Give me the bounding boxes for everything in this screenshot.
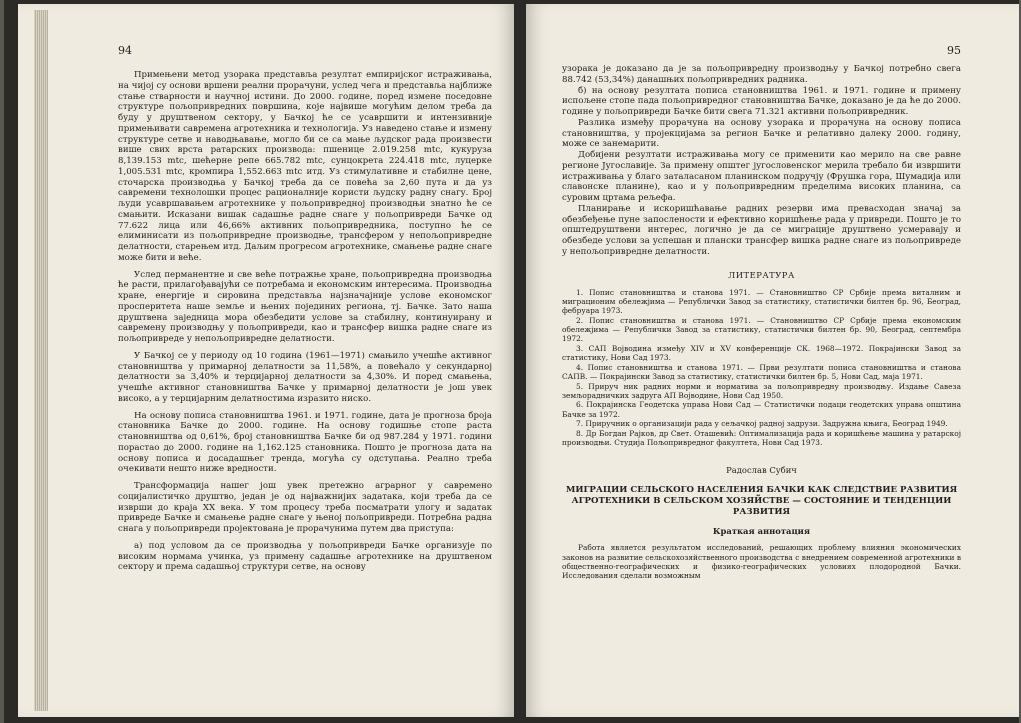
reference-list [562, 288, 961, 448]
reference-item: 3. САП Војводина између XIV и XV конференције СК. 1968—1972. Покрајински Завод за статистику, Нови Сад 1973. [562, 343, 961, 362]
literature-heading: ЛИТЕРАТУРА [728, 269, 795, 280]
paragraph: а) под условом да се производња у пољопривреди Бачке организује по високим нормама учинка, уз примену садашње агротехнике на друштвеном сектору и према садашњој структури сетве, на основу [118, 540, 492, 573]
paragraph: Добијени резултати истраживања могу се применити као мерило на све равне регионе Југославије. За примену општег југословенског мерила требало би извршити истраживања у благо заталасаном планинском подручју (Фрушка гора, Шумадија или славонске планине), као и у пољопривредним пределима високих планина, са суровим цртама рељефа. [562, 150, 961, 203]
paragraph: Планирање и искоришћавање радних резерви има превасходан значај за обезбеђење пуне запослености и ефективно коришћење рада у привреди. Пошто је то општедруштвени интерес, логично је да се миграције друштвено усмеравају и обезбеде услови за успешан и плански трансфер вишка радне снаге из пољопривреде у непољопривредне делатности. [562, 203, 961, 257]
page-edges [34, 10, 48, 711]
scanned-book-spread [4, 0, 1019, 723]
paragraph: У Бачкој се у периоду од 10 година (1961—1971) смањило учешће активног становништва у примарној делатности за 11,58%, а повећало у секундарној делатности за 3,40% и терцијарној делатности за 4,30%. И поред смањења, учешће активног становништва Бачке у примарној делатности је још увек високо, а у терцијарним делатностима изразито ниско. [118, 350, 492, 404]
reference-item: 8. Др Богдан Рајков, др Свет. Оташевић: Оптимализација рада и коришћење машина у ратарској производњи. Студија Пољопривредног факултета, Нови Сад 1973. [562, 429, 961, 448]
paragraph: Трансформација нашег још увек претежно аграрног у савремено социјалистичко друштво, један је од најважнијих задатака, који треба да се изврши до краја XX века. У том процесу треба посматрати улогу и задатак привреде Бачке и смањење радне снаге у њеној пољопривреди. Потребна радна снага у пољопривреди пројектована је прорачунима путем два приступа: [118, 481, 492, 534]
right-page-body [562, 64, 961, 258]
left-page-body [118, 70, 492, 573]
reference-item: 5. Прируч ник радних норми и норматива за пољопривредну производњу. Издање Савеза земљорадничких задруга АП Војводине, Нови Сад 1950. [562, 381, 961, 400]
paragraph: Примењени метод узорака представља резултат емпиријског истраживања, на чијој су основи вршени реални прорачуни, услед чега и представља најближе стање стварности и научној истини. До 2000. године, поред измене поседовне структуре пољопривредних површина, које највише могућим делом треба да буду у друштвеном сектору, у Бачкој ће се усавршити и интензивније примењивати савремена агротехника и технологија. Уз наведено стање и измену структуре сетве и наводњавање, могло би се са мање људског рада произвести више свих врста ратарских производа: пшенице 2.019.258 mtc, кукуруза 8,139.153 mtc, шећерне репе 665.782 mtc, сунцокрета 224.418 mtc, луцерке 1,005.531 mtc, кромпира 1,552.663 mtc итд. Уз стимулативне и стабилне цене, сточарска производња у Бачкој треба да се повећа за 2,60 пута и да уз савремени технолошки процес рационалније користи људску радну снагу. Број људи усавршавањем агротехнике у пољопривредној производњи знатно ће се смањити. Исказани вишак садашње радне снаге у пољопривреди Бачке од 77.622 лица или 46,66% активних пољопривредника, поступно ће се елиминисати из пољопривредне производње, трансфером у непољопривредне делатности, старењем итд. Даљим прогресом агротехнике, смањење радне снаге може бити и веће. [118, 70, 492, 263]
paragraph-continued: узорака је доказано да је за пољопривредну производњу у Бачкој потребно свега 88.742 (53,34%) данашњих пољопривредних радника. [562, 64, 961, 85]
reference-item: 6. Покрајинска Геодетска управа Нови Сад — Статистички подаци геодетских управа општина Бачке за 1972. [562, 400, 961, 419]
page-number-left: 94 [118, 44, 132, 57]
page-number-right: 95 [947, 44, 961, 57]
paragraph: На основу пописа становништва 1961. и 1971. године, дата је прогноза броја становника Бачке до 2000. године. На основу годишње стопе раста становништва од 0,61%, број становништва Бачке би од 987.284 у 1971. години порастао до 2000. године на 1,162.125 становника. Пошто је прогноза дата на основу пописа и досадашњег тренда, могућа су одступања. Реално треба очекивати нешто ниже вредности. [118, 410, 492, 475]
paragraph: Услед перманентне и све веће потражње хране, пољопривредна производња ће расти, прилагођавајући се потребама и економским интересима. Производња хране, енергије и сировина представља најзначајније услове економског просперитета наше земље и њених појединих региона, тј. Бачке. Зато наша друштвена заједница мора обезбедити услове за стабилну, континуирану и савремену производњу у пољопривреди, као и трансфер вишка радне снаге из пољопривреде у непољопривредне делатности. [118, 269, 492, 344]
reference-item: 7. Приручник о организацији рада у сељачкој радној задрузи. Задружна књига, Београд 1949. [576, 419, 948, 429]
reference-item: 2. Попис становништва и станова 1971. — Становништво СР Србије према економским обележјима — Републички Завод за статистику, статистички билтен бр. 90, Београд, септембра 1972. [562, 315, 961, 344]
abstract-heading: Краткая аннотация [712, 526, 811, 537]
reference-item: 1. Попис становништва и станова 1971. — Становништво СР Србије према виталним и миграционим обележјима — Републички Завод за статистику, статистички билтен бр. 96, Београд, фебруара 1973. [562, 287, 961, 315]
paragraph: Разлика између прорачуна на основу узорака и прорачуна на основу пописа становништва, у пројекцијама за регион Бачке и релативно далеку 2000. годину, може се занемарити. [562, 117, 961, 150]
left-page [18, 4, 514, 717]
paragraph: б) на основу резултата пописа становништва 1961. и 1971. године и примену испољене стопе пада пољопривредног становништва Бачке, доказано је да ће до 2000. године у пољопривреди Бачке бити свега 71.321 активни пољопривредник. [562, 85, 961, 117]
summary-author: Радослав Субич [726, 465, 797, 476]
abstract-text: Работа является результатом исследований, решающих проблему влияния экономических законов на развитие сельскохозяйственного производства с внедрением современной агротехники в общественно-географических и физико-географических условиях плодородной Бачки. Исследования сделали возможным [562, 543, 961, 581]
reference-item: 4. Попис становништва и станова 1971. — Први резултати пописа становништва и станова САПВ. — Покрајински Завод за статистику, статистички билтен бр. 5, Нови Сад, маја 1971. [562, 362, 961, 381]
summary-title: МИГРАЦИИ СЕЛЬСКОГО НАСЕЛЕНИЯ БАЧКИ КАК СЛЕДСТВИЕ РАЗВИТИЯ АГРОТЕХНИКИ В СЕЛЬСКОМ ХОЗЯЙСТВЕ — СОСТОЯНИЕ И ТЕНДЕНЦИИ РАЗВИТИЯ [565, 485, 958, 517]
right-page [526, 4, 1019, 717]
